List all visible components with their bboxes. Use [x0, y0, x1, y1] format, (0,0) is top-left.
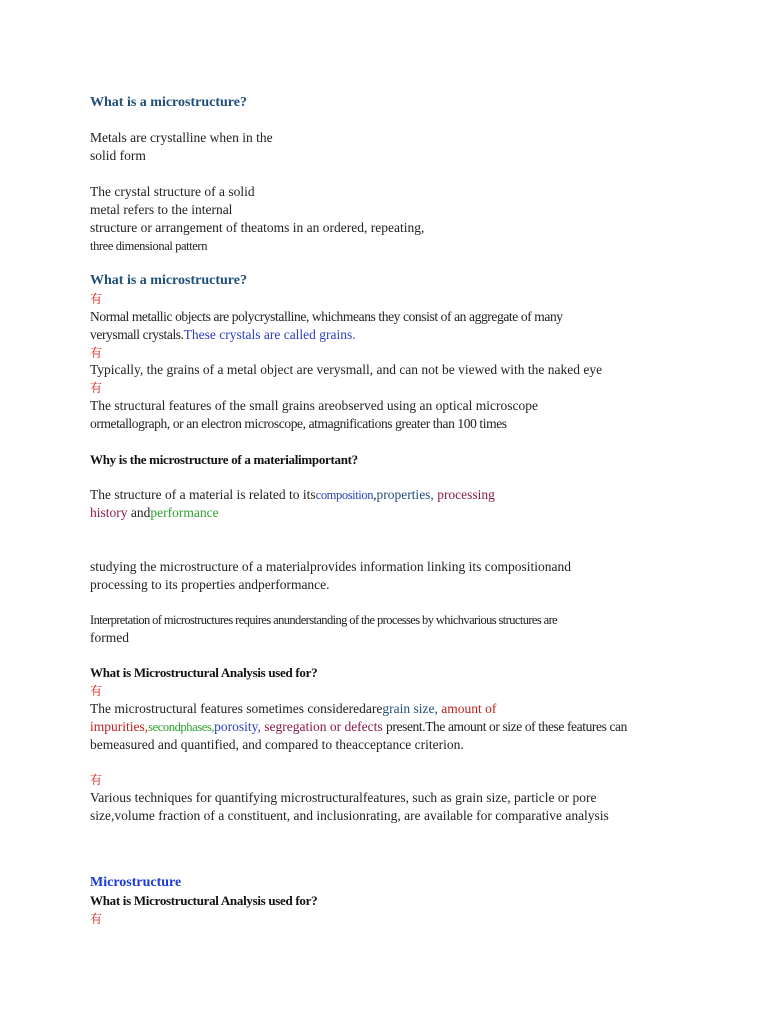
text-line: processing to its properties andperformance.: [90, 577, 330, 592]
heading-why-important: Why is the microstructure of a materialimportant?: [90, 452, 358, 467]
text-line: verysmall crystals.: [90, 327, 184, 342]
text-line: three dimensional pattern: [90, 239, 208, 253]
bullet-icon: 有: [90, 346, 103, 360]
paragraph-structure-related: [90, 486, 682, 522]
amount-of-term: amount of: [441, 701, 497, 716]
text-line: solid form: [90, 148, 146, 163]
composition-term: composition: [315, 488, 374, 502]
paragraph-crystal-structure: [90, 183, 682, 255]
text-line: formed: [90, 630, 129, 645]
performance-term: performance: [150, 505, 219, 520]
grains-highlight: These crystals are called grains.: [183, 327, 356, 342]
text-run: ,: [373, 487, 377, 502]
grain-size-term: grain size,: [382, 701, 438, 716]
heading-what-is-microstructure-1: What is a microstructure?: [90, 95, 247, 110]
text-line: size,volume fraction of a constituent, and inclusionrating, are available for comparative analysis: [90, 808, 609, 823]
bullet-various-techniques: [90, 789, 682, 825]
bullet-icon: 有: [90, 292, 103, 306]
text-line: metal refers to the internal: [90, 202, 233, 217]
bullet-icon: 有: [90, 381, 103, 395]
processing-term: processing: [437, 487, 495, 502]
paragraph-studying: [90, 558, 682, 594]
text-line: Metals are crystalline when in the: [90, 130, 273, 145]
text-line: structure or arrangement of theatoms in an ordered, repeating,: [90, 220, 425, 235]
text-line: ormetallograph, or an electron microscope, atmagnifications greater than 100 times: [90, 416, 507, 431]
text-run: The structure of a material is related to its: [90, 487, 316, 502]
bullet-microstructural-features: [90, 700, 682, 754]
text-run: present.The amount or size of these features can: [386, 719, 627, 734]
text-line: bemeasured and quantified, and compared to theacceptance criterion.: [90, 737, 464, 752]
text-line: Various techniques for quantifying microstructuralfeatures, such as grain size, particle or pore: [90, 790, 597, 805]
text-line: Interpretation of microstructures requires anunderstanding of the processes by whichvarious structures are: [90, 613, 558, 627]
second-phases-term: secondphases,: [148, 720, 215, 734]
bullet-icon: 有: [90, 773, 103, 787]
paragraph-metals-crystalline: [90, 129, 682, 165]
text-line: Normal metallic objects are polycrystalline, whichmeans they consist of an aggregate of many: [90, 309, 563, 324]
bullet-structural-features: [90, 397, 682, 433]
heading-analysis-used-for-2: What is Microstructural Analysis used for?: [90, 893, 318, 908]
bullet-icon: 有: [90, 912, 103, 926]
paragraph-interpretation: [90, 611, 682, 647]
impurities-term: impurities,: [90, 719, 149, 734]
properties-term: properties,: [376, 487, 434, 502]
text-run: The microstructural features sometimes consideredare: [90, 701, 383, 716]
text-line: The structural features of the small grains areobserved using an optical microscope: [90, 398, 538, 413]
segregation-term: segregation or defects: [264, 719, 383, 734]
text-run: and: [130, 505, 151, 520]
text-line: studying the microstructure of a materialprovides information linking its compositionand: [90, 559, 572, 574]
bullet-polycrystalline: [90, 308, 682, 344]
history-term: history: [90, 505, 128, 520]
porosity-term: porosity,: [214, 719, 261, 734]
text-line: The crystal structure of a solid: [90, 184, 255, 199]
bullet-icon: 有: [90, 684, 103, 698]
heading-what-is-microstructure-2: What is a microstructure?: [90, 273, 247, 288]
heading-analysis-used-for: What is Microstructural Analysis used for?: [90, 665, 318, 680]
title-microstructure: Microstructure: [90, 875, 182, 890]
bullet-grains-small: Typically, the grains of a metal object are verysmall, and can not be viewed with the naked eye: [90, 362, 603, 377]
